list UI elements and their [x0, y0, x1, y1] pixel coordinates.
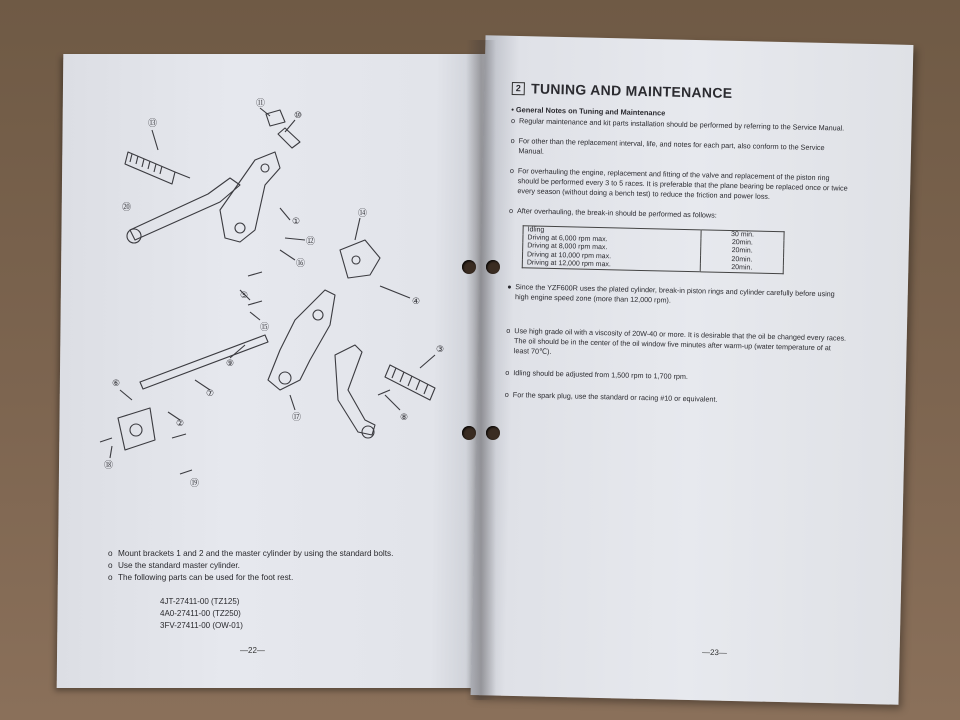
lever-tip: [127, 229, 141, 243]
time-cell: 20min.: [701, 247, 784, 257]
page-number-right: —23—: [701, 647, 728, 658]
parts-list: [160, 596, 243, 632]
bullet-circle-icon: o: [510, 135, 515, 146]
note-item: [108, 560, 448, 572]
callout-label: ③: [436, 345, 445, 355]
binder-hole-top: [462, 260, 476, 274]
subheading-text: General Notes on Tuning and Maintenance: [515, 105, 666, 118]
foot-peg-right: [385, 365, 435, 400]
callout-label: ⑩: [294, 111, 303, 121]
diagram-svg: [80, 90, 460, 500]
callout-label: ⑳: [122, 203, 132, 213]
break-in-table: [522, 225, 785, 274]
section-number: 2: [512, 81, 526, 94]
callout-label: ⑪: [256, 99, 266, 109]
callout-label: ⑬: [148, 119, 158, 129]
step-cell: Driving at 8,000 rpm max.: [527, 242, 608, 252]
book-gutter: [466, 40, 496, 700]
step-cell: Driving at 10,000 rpm max.: [526, 250, 612, 260]
bullet-circle-icon: o: [505, 367, 510, 378]
callout-label: ②: [176, 419, 185, 429]
step-cell: Idling: [527, 226, 545, 234]
time-cell: 20min.: [701, 239, 784, 249]
paragraph-text: Regular maintenance and kit parts installation should be performed by referring to the Service Manual.: [518, 116, 845, 133]
note-item: [108, 572, 448, 584]
part-number: 4JT-27411-00 (TZ125): [160, 597, 240, 606]
callout-label: ⑥: [112, 379, 121, 389]
callout-label: ⑰: [292, 413, 302, 423]
right-page-content: [505, 80, 852, 408]
paragraph: [510, 136, 850, 164]
paragraph-text: Since the YZF600R uses the plated cylinder, break-in piston rings and cylinder carefully before using high engine speed zone (more than 12,000 rpm).: [514, 282, 835, 305]
foot-peg-left: [125, 152, 175, 184]
paragraph-text: For the spark plug, use the standard or racing #10 or equivalent.: [512, 390, 718, 404]
paragraph-text: Use high grade oil with a viscosity of 20W-40 or more. It is desirable that the oil be changed every races. The oil should be in the center of the oil window five minutes after warm-up (water temperature of at least 70℃).: [513, 326, 847, 356]
binder-hole-bottom: [462, 426, 476, 440]
right-bracket: [268, 290, 335, 390]
bullet-circle-icon: o: [108, 549, 113, 558]
paragraph: [509, 166, 850, 204]
bullet-dot-icon: •: [511, 104, 517, 115]
paragraph: [506, 326, 847, 364]
binder-hole-top-2: [486, 260, 500, 274]
callout-label: ⑲: [190, 479, 200, 489]
callout-label: ④: [412, 297, 421, 307]
section-title: TUNING AND MAINTENANCE: [530, 80, 733, 102]
paragraph-text: Idling should be adjusted from 1,500 rpm to 1,700 rpm.: [513, 368, 689, 382]
bullet-circle-icon: o: [510, 115, 516, 126]
bullet-circle-icon: o: [508, 205, 514, 216]
page-number-left: —22—: [240, 646, 265, 655]
bullet-circle-icon: o: [108, 561, 113, 570]
callout-label: ⑦: [206, 389, 215, 399]
pivot-rod: [140, 335, 268, 389]
callout-label: ⑧: [400, 413, 409, 423]
part-number: 3FV-27411-00 (OW-01): [160, 621, 243, 630]
left-notes: [108, 548, 448, 584]
callout-label: ⑯: [296, 259, 306, 269]
upper-bracket: [220, 152, 280, 242]
paragraph: [507, 282, 847, 310]
bullet-circle-icon: o: [506, 325, 511, 336]
callout-label: ⑨: [226, 359, 235, 369]
callout-label: ①: [292, 217, 301, 227]
binder-hole-bottom-2: [486, 426, 500, 440]
peg-pin: [175, 172, 190, 178]
time-cell: 20min.: [700, 255, 783, 265]
note-text: Use the standard master cylinder.: [118, 561, 240, 570]
clamp-block: [118, 408, 155, 450]
time-cell: 20min.: [700, 263, 783, 274]
callout-label: ⑫: [306, 237, 316, 247]
callout-label: ⑤: [240, 291, 249, 301]
bullet-circle-icon: o: [108, 573, 113, 582]
brake-lever: [335, 345, 375, 435]
note-text: Mount brackets 1 and 2 and the master cylinder by using the standard bolts.: [118, 549, 394, 558]
paragraph-text: For other than the replacement interval, life, and notes for each part, also conform to the Service Manual.: [518, 136, 825, 156]
paragraph-text: After overhauling, the break-in should be performed as follows:: [516, 206, 717, 220]
step-cell: Driving at 6,000 rpm max.: [527, 234, 608, 244]
note-text: The following parts can be used for the foot rest.: [118, 573, 294, 582]
paragraph-text: For overhauling the engine, replacement and fitting of the valve and replacement of the piston ring should be performed every 3 to 5 races. It is preferable that the plane bearing be replaced once or twice every season (without doing a bench test) to reduce the friction and power loss.: [517, 166, 848, 201]
paragraph: [509, 206, 849, 224]
callout-label: ⑱: [104, 461, 114, 471]
callout-label: ⑭: [358, 209, 368, 219]
time-cell: 30 min.: [701, 230, 784, 241]
diagram-callouts: [104, 98, 444, 489]
exploded-foot-rest-diagram: [80, 90, 460, 500]
bullet-circle-icon: o: [504, 389, 509, 400]
step-cell: Driving at 12,000 rpm max.: [526, 259, 611, 269]
part-number: 4A0-27411-00 (TZ250): [160, 609, 241, 618]
callout-label: ⑮: [260, 323, 270, 333]
paragraph: [505, 368, 845, 386]
bullet-filled-icon: ●: [507, 281, 512, 292]
note-item: [108, 548, 448, 560]
bullet-circle-icon: o: [509, 165, 515, 176]
